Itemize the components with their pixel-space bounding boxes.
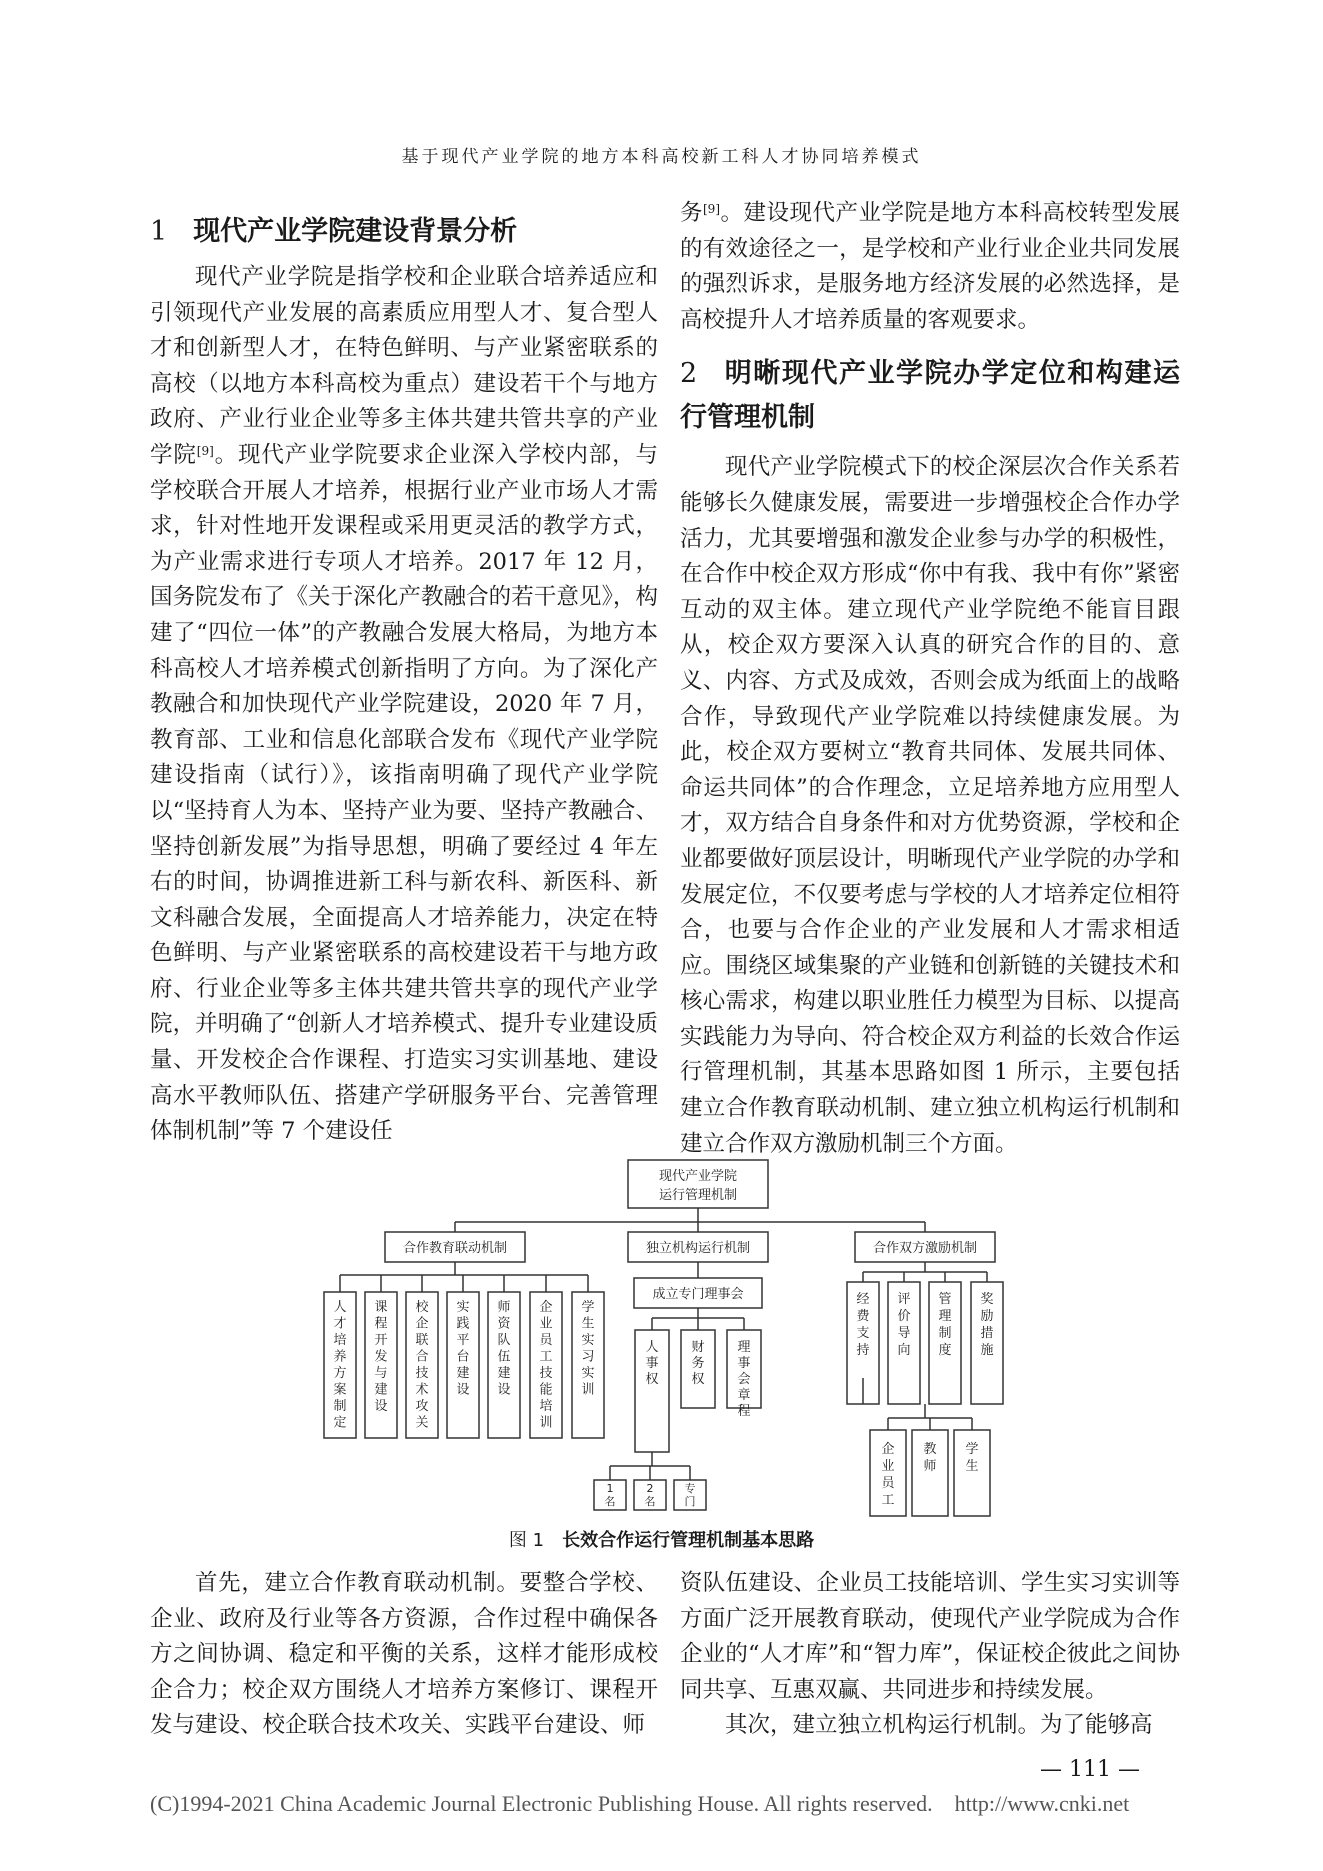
bottom-right-paragraph: 资队伍建设、企业员工技能培训、学生实习实训等方面广泛开展教育联动，使现代产业学院成为合作企业的“人才库”和“智力库”，保证校企彼此之间协同共享、互惠双赢、共同进步和持续发展。 — [680, 1570, 1180, 1703]
leaf-label: 关 — [415, 1415, 429, 1431]
target-label: 企 — [881, 1442, 895, 1457]
root-label: 运行管理机制 — [658, 1188, 738, 1203]
bottom-left-paragraph: 首先，建立合作教育联动机制。要整合学校、企业、政府及行业等各方资源，合作过程中确保各方之间协调、稳定和平衡的关系，这样才能形成校企合力；校企双方围绕人才培养方案修订、课程开发与建设、校企联合技术攻关、实践平台建设、师 — [150, 1570, 658, 1739]
leaf-label: 企 — [539, 1300, 553, 1315]
leaf-label: 队 — [497, 1333, 511, 1348]
measure-label: 施 — [980, 1343, 994, 1358]
bottom-right-paragraph-2: 其次，建立独立机构运行机制。为了能够高 — [725, 1712, 1153, 1739]
leaf-label: 发 — [374, 1349, 388, 1365]
leaf-label: 设 — [497, 1382, 511, 1398]
copyright-footer: (C)1994-2021 China Academic Journal Electronic Publishing House. All rights reserved. http://www.cnki.net — [150, 1791, 1130, 1816]
leaf-label: 人 — [333, 1300, 347, 1315]
staff-label: 2 — [646, 1482, 654, 1495]
target-label: 师 — [923, 1459, 937, 1474]
leaf-label: 制 — [333, 1399, 347, 1414]
target-label: 工 — [881, 1493, 895, 1508]
paragraph-text: 。现代产业学院要求企业深入学校内部，与学校联合开展人才培养，根据行业产业市场人才需求，针对性地开发课程或采用更灵活的教学方式，为产业需求进行专项人才培养。2017 年 12 月，国务院发布了《关于深化产教融合的若干意见》，构建了“四位一体”的产教融合发展大格局，为地方本科高校人才培养模式创新指明了方向。为了深化产教融合和加快现代产业学院建设，2020 年 7 月，教育部、工业和信息化部联合发布《现代产业学院建设指南（试行）》，该指南明确了现代产业学院以“坚持育人为本、坚持产业为要、坚持产教融合、坚持创新发展”为指导思想，明确了要经过 4 年左右的时间，协调推进新工科与新农科、新医科、新文科融合发展，全面提高人才培养能力，决定在特色鲜明、与产业紧密联系的高校建设若干与地方政府、行业企业等多主体共建共管共享的现代产业学院，并明确了“创新人才培养模式、提升专业建设质量、开发校企合作课程、打造实习实训基地、建设高水平教师队伍、搭建产学研服务平台、完善管理体制机制”等 7 个建设任 — [150, 441, 658, 1145]
leaf-label: 程 — [374, 1316, 388, 1332]
leaf-label: 建 — [374, 1382, 388, 1398]
leaf-label: 校 — [415, 1300, 429, 1315]
measure-label: 奖 — [980, 1292, 994, 1307]
section-2-title: 明晰现代产业学院办学定位和构建运行管理机制 — [680, 358, 1180, 434]
branch-label: 合作双方激励机制 — [872, 1241, 978, 1256]
section-2-number: 2 — [680, 358, 698, 390]
leaf-label: 工 — [539, 1349, 553, 1365]
leaf-label: 术 — [415, 1382, 429, 1398]
leaf-label: 建 — [456, 1366, 470, 1381]
target-label: 业 — [881, 1459, 895, 1474]
measure-label: 费 — [856, 1309, 870, 1324]
section-2-paragraph: 现代产业学院模式下的校企深层次合作关系若能够长久健康发展，需要进一步增强校企合作办学活力，尤其要增强和激发企业参与办学的积极性，在合作中校企双方形成“你中有我、我中有你”紧密互动的双主体。建立现代产业学院绝不能盲目跟从，校企双方要深入认真的研究合作的目的、意义、内容、方式及成效，否则会成为纸面上的战略合作，导致现代产业学院难以持续健康发展。为此，校企双方要树立“教育共同体、发展共同体、命运共同体”的合作理念，立足培养地方应用型人才，双方结合自身条件和对方优势资源，学校和企业都要做好顶层设计，明晰现代产业学院的办学和发展定位，不仅要考虑与学校的人才培养定位相符合，也要与合作企业的产业发展和人才需求相适应。围绕区域集聚的产业链和创新链的关键技术和核心需求，构建以职业胜任力模型为目标、以提高实践能力为导向、符合校企双方利益的长效合作运行管理机制，其基本思路如图 1 所示，主要包括建立合作教育联动机制、建立独立机构运行机制和建立合作双方激励机制三个方面。 — [680, 454, 1180, 1157]
leaf-label: 方 — [333, 1366, 347, 1381]
leaf-label: 与 — [374, 1366, 388, 1381]
bottom-left-column — [150, 1566, 658, 1744]
section-1-number: 1 — [150, 216, 168, 247]
branch-label: 合作教育联动机制 — [402, 1241, 508, 1256]
measure-label: 制 — [938, 1326, 952, 1341]
measure-label: 向 — [897, 1343, 911, 1358]
power-label: 人 — [645, 1340, 659, 1355]
power-label: 会 — [737, 1372, 751, 1387]
measure-label: 评 — [897, 1292, 911, 1307]
leaf-label: 员 — [539, 1333, 553, 1348]
leaf-label: 技 — [415, 1366, 429, 1381]
staff-label: 名 — [644, 1495, 656, 1508]
measure-label: 管 — [938, 1292, 952, 1307]
branch-label: 独立机构运行机制 — [645, 1241, 751, 1256]
leaf-label: 养 — [333, 1349, 347, 1365]
measure-label: 理 — [938, 1309, 952, 1324]
power-label: 务 — [691, 1356, 705, 1371]
running-header: 基于现代产业学院的地方本科高校新工科人才协同培养模式 — [401, 147, 922, 167]
leaf-label: 建 — [497, 1366, 511, 1381]
leaf-label: 联 — [415, 1333, 429, 1348]
leaf-label: 业 — [539, 1316, 553, 1332]
leaf-label: 能 — [539, 1382, 553, 1398]
leaf-label: 合 — [415, 1349, 429, 1365]
root-label: 现代产业学院 — [658, 1169, 738, 1184]
staff-label: 门 — [684, 1495, 696, 1508]
staff-label: 1 — [606, 1482, 614, 1495]
page-number: — 111 — — [1040, 1757, 1140, 1782]
measure-label: 度 — [938, 1343, 952, 1358]
leaf-label: 开 — [374, 1333, 388, 1348]
leaf-label: 实 — [456, 1300, 470, 1315]
power-label: 权 — [645, 1372, 659, 1387]
leaf-label: 才 — [333, 1316, 347, 1332]
measure-label: 励 — [980, 1309, 994, 1324]
power-label: 事 — [645, 1356, 659, 1371]
leaf-label: 训 — [539, 1415, 553, 1431]
leaf-label: 培 — [539, 1399, 553, 1414]
target-label: 学 — [965, 1442, 979, 1457]
leaf-label: 实 — [581, 1366, 595, 1381]
citation-ref: [9] — [196, 443, 214, 458]
paragraph-text: 。建设现代产业学院是地方本科高校转型发展的有效途径之一，是学校和产业行业企业共同发展的强烈诉求，是服务地方经济发展的必然选择，是高校提升人才培养质量的客观要求。 — [680, 200, 1180, 333]
measure-label: 导 — [897, 1326, 911, 1341]
leaf-label: 师 — [497, 1300, 511, 1315]
leaf-label: 攻 — [415, 1399, 429, 1414]
staff-label: 名 — [604, 1495, 616, 1508]
target-label: 教 — [923, 1442, 937, 1457]
paragraph-text: 务 — [680, 200, 703, 226]
bottom-right-column — [680, 1566, 1180, 1744]
leaf-label: 生 — [581, 1316, 595, 1332]
power-label: 事 — [737, 1356, 751, 1371]
leaf-label: 台 — [456, 1349, 470, 1365]
measure-label: 价 — [897, 1309, 911, 1324]
target-label: 员 — [881, 1476, 895, 1491]
measure-label: 措 — [980, 1326, 994, 1341]
measure-label: 持 — [856, 1343, 870, 1358]
leaf-label: 实 — [581, 1333, 595, 1348]
power-label: 程 — [737, 1404, 751, 1419]
measure-label: 经 — [856, 1292, 870, 1307]
power-label: 权 — [691, 1372, 705, 1387]
leaf-label: 伍 — [497, 1349, 511, 1365]
leaf-label: 设 — [456, 1382, 470, 1398]
leaf-label: 平 — [456, 1333, 470, 1348]
figure-caption — [0, 1526, 1323, 1552]
leaf-label: 资 — [497, 1316, 511, 1332]
figure-number: 图 1 — [508, 1530, 545, 1551]
leaf-label: 定 — [333, 1415, 347, 1431]
leaf-label: 案 — [333, 1382, 347, 1398]
leaf-label: 设 — [374, 1399, 388, 1414]
council-label: 成立专门理事会 — [652, 1287, 744, 1302]
target-label: 生 — [965, 1459, 979, 1474]
leaf-label: 学 — [581, 1300, 595, 1315]
section-1-title: 现代产业学院建设背景分析 — [193, 216, 518, 247]
leaf-label: 习 — [581, 1349, 595, 1365]
paragraph-text: 现代产业学院是指学校和企业联合培养适应和引领现代产业发展的高素质应用型人才、复合型人才和创新型人才，在特色鲜明、与产业紧密联系的高校（以地方本科高校为重点）建设若干个与地方政府、产业行业企业等多主体共建共管共享的产业学院 — [150, 264, 658, 468]
leaf-label: 技 — [539, 1366, 553, 1381]
staff-label: 专 — [684, 1482, 696, 1495]
leaf-label: 课 — [374, 1300, 388, 1315]
power-label: 章 — [737, 1388, 751, 1403]
measure-label: 支 — [856, 1326, 870, 1341]
leaf-label: 培 — [333, 1333, 347, 1348]
power-label: 理 — [737, 1340, 751, 1355]
power-label: 财 — [691, 1340, 705, 1355]
leaf-label: 企 — [415, 1316, 429, 1332]
leaf-label: 训 — [581, 1382, 595, 1398]
leaf-label: 践 — [456, 1316, 470, 1332]
citation-ref: [9] — [703, 202, 720, 216]
figure-title: 长效合作运行管理机制基本思路 — [562, 1530, 815, 1551]
